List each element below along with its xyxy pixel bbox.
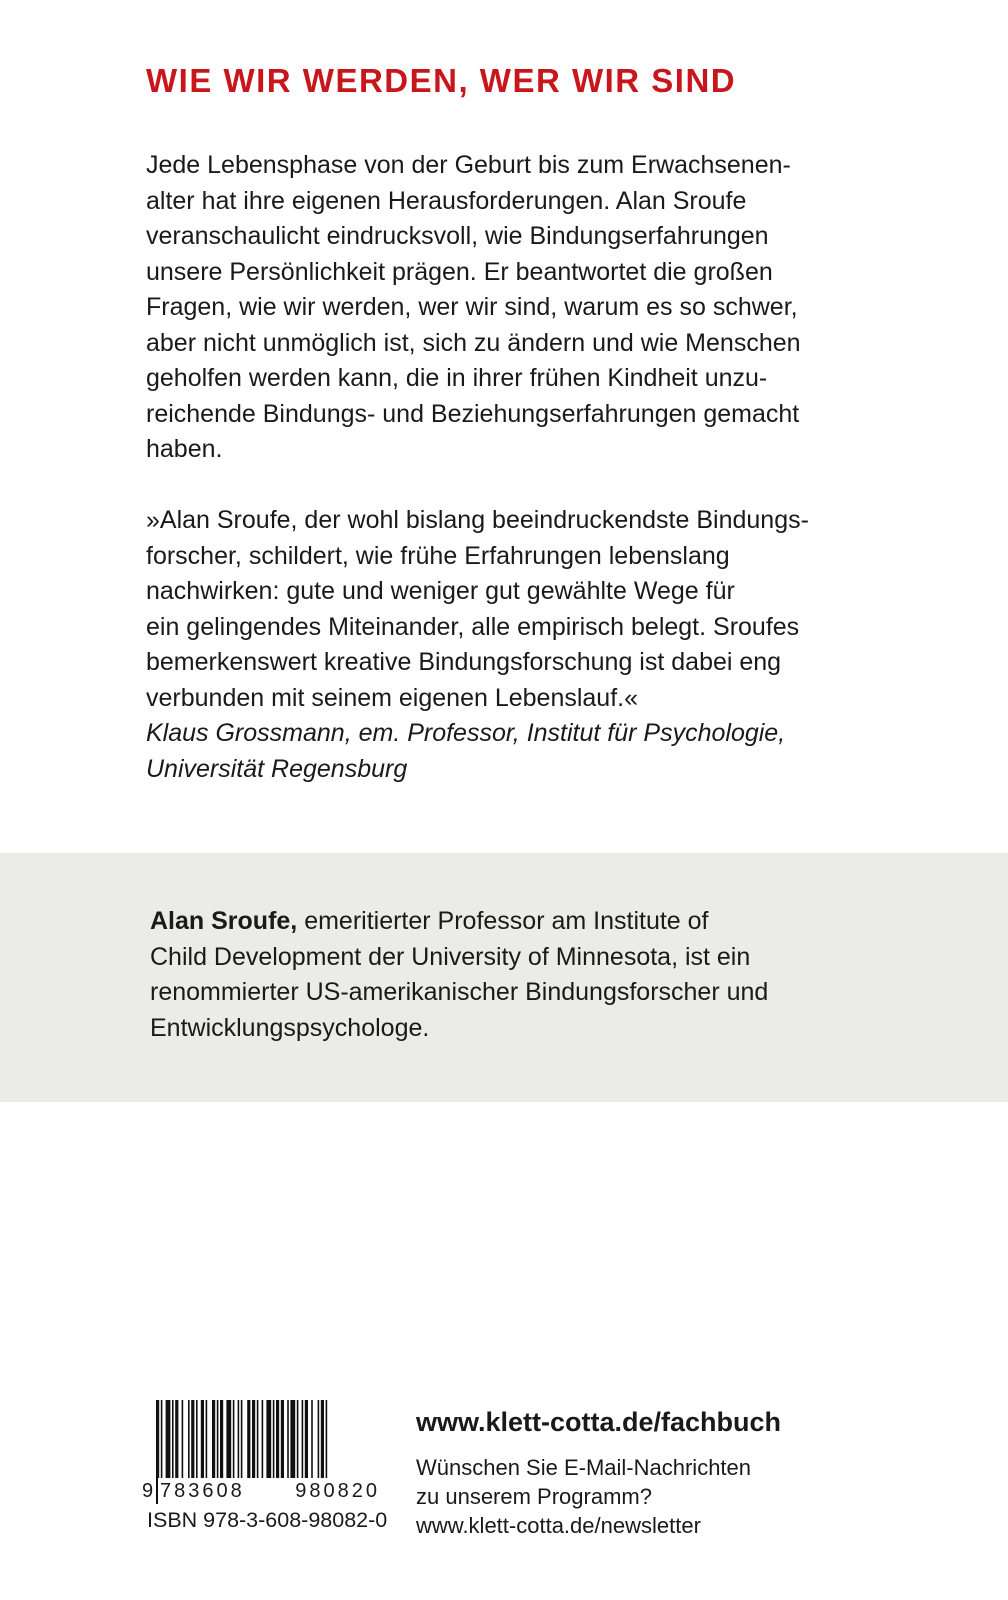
quote-line: nachwirken: gute und weniger gut gewählte Wege für [146,577,735,605]
description-line: haben. [146,435,223,463]
quote-line: verbunden mit seinem eigenen Lebenslauf.« [146,683,639,712]
headline: WIE WIR WERDEN, WER WIR SIND [146,62,737,99]
quote-line: forscher, schildert, wie frühe Erfahrungen lebenslang [146,541,730,570]
isbn-number: ISBN 978-3-608-98082-0 [147,1508,388,1532]
description-line: reichende Bindungs- und Beziehungserfahrungen gemacht [146,399,800,428]
newsletter-line: zu unserem Programm? [416,1484,652,1509]
review-quote [146,503,886,787]
barcode-lead-digit: 9 [142,1480,154,1502]
quote-attribution: Klaus Grossmann, em. Professor, Institut für Psychologie, [146,719,786,747]
description-line: Jede Lebensphase von der Geburt bis zum Erwachsenen- [146,151,791,179]
publisher-website-link[interactable]: www.klett-cotta.de/fachbuch [416,1407,782,1437]
author-bio-line: Child Development der University of Minnesota, ist ein [150,942,751,971]
newsletter-info [416,1453,751,1540]
description-paragraph [146,148,886,468]
author-name: Alan Sroufe, [150,907,298,935]
author-bio-line [150,904,890,940]
quote-line: bemerkenswert kreative Bindungsforschung ist dabei eng [146,648,782,676]
description-line: geholfen werden kann, die in ihrer frühen Kindheit unzu- [146,364,768,392]
quote-attribution: Universität Regensburg [146,754,408,783]
description-line: aber nicht unmöglich ist, sich zu ändern und wie Menschen [146,328,801,357]
newsletter-link[interactable]: www.klett-cotta.de/newsletter [416,1513,701,1538]
newsletter-line: Wünschen Sie E-Mail-Nachrichten [416,1455,752,1480]
author-bio-line: Entwicklungspsychologe. [150,1013,430,1042]
barcode-digits [142,1478,382,1504]
description-line: Fragen, wie wir werden, wer wir sind, warum es so schwer, [146,293,798,321]
barcode-left-digits: 783608 [160,1479,245,1502]
description-line: veranschaulicht eindrucksvoll, wie Bindungserfahrungen [146,222,769,250]
barcode-right-digits: 980820 [295,1479,380,1502]
quote-line: »Alan Sroufe, der wohl bislang beeindruckendste Bindungs- [146,506,809,534]
description-line: unsere Persönlichkeit prägen. Er beantwortet die großen [146,257,773,286]
author-bio [150,904,890,1046]
description-line: alter hat ihre eigenen Herausforderungen. Alan Sroufe [146,186,747,215]
author-bio-text: emeritierter Professor am Institute of [297,907,709,935]
author-bio-line: renommierter US-amerikanischer Bindungsforscher und [150,978,769,1006]
quote-line: ein gelingendes Miteinander, alle empirisch belegt. Sroufes [146,612,800,641]
